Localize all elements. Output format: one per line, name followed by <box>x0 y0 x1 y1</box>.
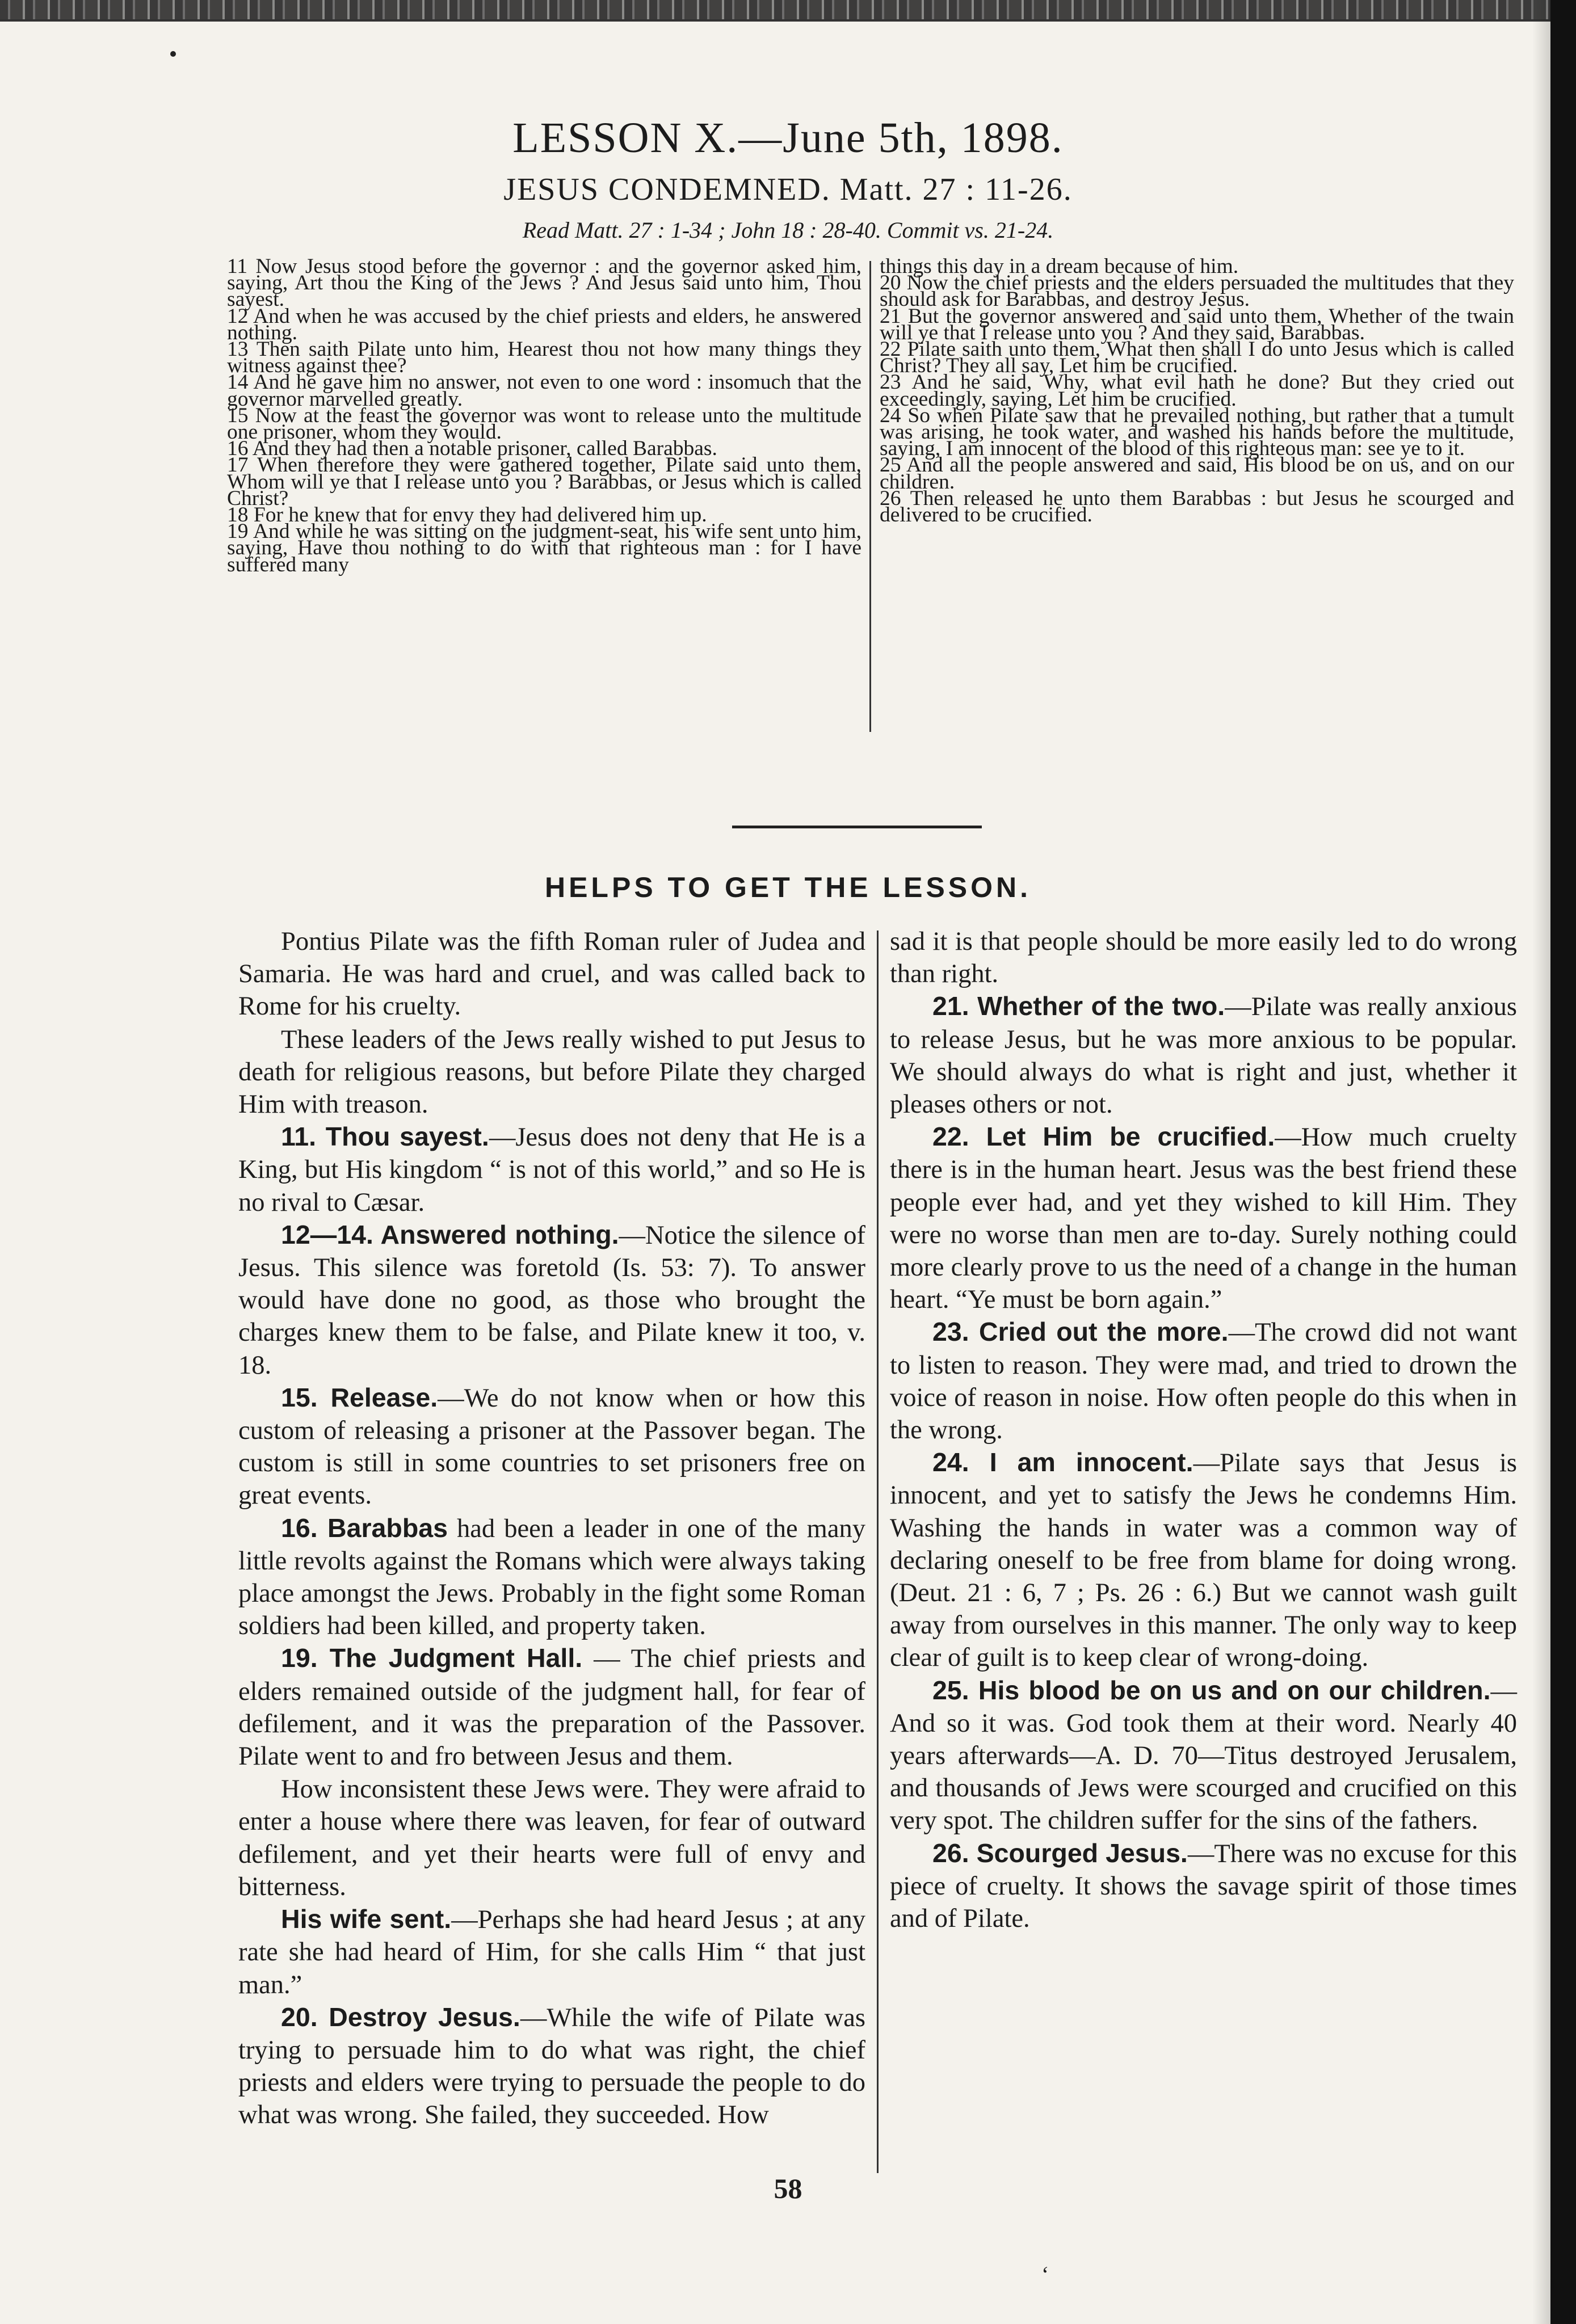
lesson-title: LESSON X.—June 5th, 1898. <box>512 114 1064 162</box>
help-text: Pontius Pilate was the fifth Roman ruler of Judea and Samaria. He was hard and cruel, and was called back to Rome for his cruelty. <box>238 927 865 1021</box>
verse: 24 So when Pilate saw that he prevailed nothing, but rather that a tumult was arising, he took water, and washed his hands before the multitude, saying, I am innocent of the blood of this righteous man: see ye to it. <box>880 403 1514 461</box>
help-text: —Pilate says that Jesus is innocent, and yet to satisfy the Jews he condemns Him. Washing the hands in water was a common way of declaring oneself to be free from blame for doing wrong. (Deut. 21 : 6, 7 ; Ps. 26 : 6.) But we cannot wash guilt away from ourselves in this manner. The only way to keep clear of guilt is to keep clear of wrong-doing. <box>890 1449 1517 1673</box>
helps-right-column <box>890 925 1517 1935</box>
help-note <box>890 925 1517 990</box>
page-gutter-shadow <box>1532 0 1550 2324</box>
help-note <box>890 1446 1517 1674</box>
helps-title: HELPS TO GET THE LESSON. <box>544 872 1032 903</box>
verse: 22 Pilate saith unto them, What then shall I do unto Jesus which is called Christ? They all say, Let him be crucified. <box>880 338 1514 378</box>
verse: 19 And while he was sitting on the judgment-seat, his wife sent unto him, saying, Have thou nothing to do with that righteous man : for I have suffered many <box>227 520 861 576</box>
helps-left-column <box>238 925 865 2132</box>
help-text: —Notice the silence of Jesus. This silence was foretold (Is. 53: 7). To answer would have done no good, as those who brought the charges knew them to be false, and Pilate knew it too, v. 18. <box>238 1220 865 1380</box>
help-keyword: 22. Let Him be crucified. <box>932 1122 1275 1152</box>
verse: 11 Now Jesus stood before the governor : and the governor asked him, saying, Art thou the King of the Jews ? And Jesus said unto him, Thou sayest. <box>227 255 861 311</box>
help-keyword: 20. Destroy Jesus. <box>281 2002 520 2032</box>
verse: 14 And he gave him no answer, not even to one word : insomuch that the governor marvelled greatly. <box>227 371 861 411</box>
verse: 23 And he said, Why, what evil hath he done? But they cried out exceedingly, saying, Let him be crucified. <box>880 371 1514 411</box>
verse: 16 And they had then a notable prisoner, called Barabbas. <box>227 437 717 461</box>
help-text: —How much cruelty there is in the human heart. Jesus was the best friend these people ever had, and yet they wished to kill Him. They were no worse than men are to-day. Surely nothing could more clearly prove to us the need of a change in the human heart. “Ye must be born again.” <box>890 1123 1517 1315</box>
help-keyword: 15. Release. <box>281 1382 438 1412</box>
help-text: —While the wife of Pilate was trying to persuade him to do what was right, the chief priests and elders were trying to persuade the people to do what was wrong. She failed, they succeeded. How <box>238 2003 865 2130</box>
help-note <box>238 1903 865 2001</box>
help-note <box>238 1023 865 1121</box>
lesson-reference: Read Matt. 27 : 1-34 ; John 18 : 28-40. Commit vs. 21-24. <box>522 217 1054 243</box>
section-divider <box>732 826 982 828</box>
help-text: —The crowd did not want to listen to reason. They were mad, and tried to drown the voice of reason in noise. How often people do this when in the wrong. <box>890 1318 1517 1445</box>
verse: 12 And when he was accused by the chief priests and elders, he answered nothing. <box>227 304 861 344</box>
help-text: These leaders of the Jews really wished to put Jesus to death for religious reasons, but before Pilate they charged Him with treason. <box>238 1025 865 1119</box>
help-text: —We do not know when or how this custom of releasing a prisoner at the Passover began. The custom is still in some countries to set prisoners free on great events. <box>238 1383 865 1510</box>
help-note <box>238 1121 865 1219</box>
help-keyword: 23. Cried out the more. <box>932 1317 1229 1347</box>
help-note <box>238 1773 865 1903</box>
help-text: —And so it was. God took them at their word. Nearly 40 years afterwards—A. D. 70—Titus destroyed Jerusalem, and thousands of Jews were scourged and crucified on this very spot. The children suffer for the sins of the fathers. <box>890 1676 1517 1835</box>
verse: 17 When therefore they were gathered together, Pilate said unto them, Whom will ye that I release unto you ? Barabbas, or Jesus which is called Christ? <box>227 453 861 510</box>
help-keyword: His wife sent. <box>281 1904 452 1934</box>
ink-mark: ‘ <box>1041 2262 1049 2287</box>
help-note <box>890 1837 1517 1935</box>
help-keyword: 21. Whether of the two. <box>932 991 1225 1021</box>
help-keyword: 16. Barabbas <box>281 1513 448 1543</box>
verse: 18 For he knew that for envy they had delivered him up. <box>227 503 707 527</box>
verse: 21 But the governor answered and said unto them, Whether of the twain will ye that I release unto you ? And they said, Barabbas. <box>880 304 1514 344</box>
helps-column-divider <box>877 931 879 2173</box>
verse: things this day in a dream because of him. <box>880 255 1239 278</box>
help-keyword: 25. His blood be on us and on our children. <box>932 1675 1491 1705</box>
help-note <box>238 2001 865 2132</box>
lesson-subtitle: JESUS CONDEMNED. Matt. 27 : 11-26. <box>503 172 1073 207</box>
help-keyword: 12—14. Answered nothing. <box>281 1219 619 1249</box>
help-text: —Perhaps she had heard Jesus ; at any rate she had heard of Him, for she calls Him “ that just man.” <box>238 1905 865 1999</box>
help-keyword: 19. The Judgment Hall. <box>281 1643 583 1673</box>
verse: 20 Now the chief priests and the elders persuaded the multitudes that they should ask for Barabbas, and destroy Jesus. <box>880 271 1514 311</box>
help-note <box>238 1382 865 1512</box>
verses-column-divider <box>869 261 871 732</box>
help-note <box>890 1674 1517 1837</box>
help-note <box>238 1219 865 1382</box>
page-number: 58 <box>774 2173 802 2204</box>
help-text: — The chief priests and elders remained outside of the judgment hall, for fear of defilement, and it was the preparation of the Passover. Pilate went to and fro between Jesus and them. <box>238 1644 865 1771</box>
help-note <box>238 925 865 1023</box>
help-text: had been a leader in one of the many little revolts against the Romans which were always taking place amongst the Jews. Probably in the fight some Roman soldiers had been killed, and property taken. <box>238 1514 865 1641</box>
help-text: How inconsistent these Jews were. They were afraid to enter a house where there was leaven, for fear of outward defilement, and yet their hearts were full of envy and bitterness. <box>238 1775 865 1901</box>
verse: 26 Then released he unto them Barabbas : but Jesus he scourged and delivered to be crucified. <box>880 486 1514 527</box>
verses-right-column <box>880 255 1514 527</box>
help-keyword: 26. Scourged Jesus. <box>932 1838 1188 1868</box>
verse: 13 Then saith Pilate unto him, Hearest thou not how many things they witness against thee? <box>227 338 861 378</box>
help-text: —Pilate was really anxious to release Jesus, but he was more anxious to be popular. We should always do what is right and just, whether it pleases others or not. <box>890 992 1517 1119</box>
verses-left-column <box>227 255 861 576</box>
scan-top-rule <box>0 19 1576 22</box>
help-keyword: 11. Thou sayest. <box>281 1122 489 1152</box>
help-note <box>890 1316 1517 1446</box>
help-text: sad it is that people should be more easily led to do wrong than right. <box>890 927 1517 989</box>
scan-top-border <box>0 0 1576 19</box>
help-note <box>238 1512 865 1643</box>
help-text: —Jesus does not deny that He is a King, but His kingdom “ is not of this world,” and so He is no rival to Cæsar. <box>238 1123 865 1217</box>
help-keyword: 24. I am innocent. <box>932 1447 1193 1477</box>
help-note <box>238 1642 865 1773</box>
help-note <box>890 990 1517 1121</box>
verse: 15 Now at the feast the governor was wont to release unto the multitude one prisoner, whom they would. <box>227 403 861 444</box>
help-note <box>890 1121 1517 1316</box>
verse: 25 And all the people answered and said, His blood be on us, and on our children. <box>880 453 1514 494</box>
ink-speck <box>170 51 176 57</box>
scan-right-edge <box>1550 0 1576 2324</box>
help-text: —There was no excuse for this piece of cruelty. It shows the savage spirit of those times and of Pilate. <box>890 1839 1518 1934</box>
